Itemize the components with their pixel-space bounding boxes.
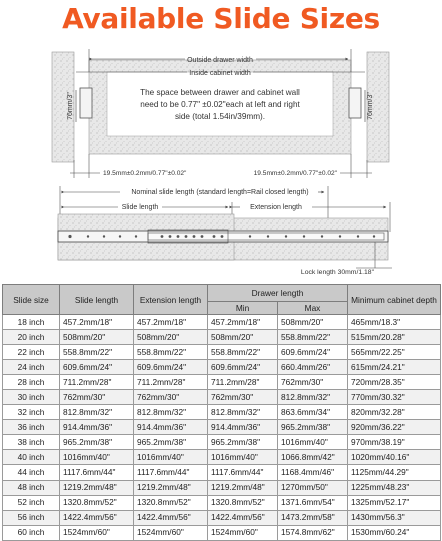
- table-cell: 609.6mm/24": [208, 360, 278, 375]
- inner-rail: [148, 233, 384, 240]
- table-cell: 812.8mm/32": [134, 405, 208, 420]
- slide-side-view: [58, 186, 392, 276]
- right-slide: [349, 88, 361, 118]
- table-cell: 1219.2mm/48": [208, 480, 278, 495]
- table-cell: 1117.6mm/44": [208, 465, 278, 480]
- table-cell: 1524mm/60": [134, 525, 208, 540]
- table-cell: 914.4mm/36": [208, 420, 278, 435]
- table-cell: 1530mm/60.24": [348, 525, 441, 540]
- table-cell: 920mm/36.22": [348, 420, 441, 435]
- table-cell: 24 inch: [3, 360, 60, 375]
- table-cell: 965.2mm/38": [134, 435, 208, 450]
- extension-length-label: Extension length: [250, 204, 302, 211]
- table-row: [3, 435, 441, 450]
- header-min-cabinet-depth: Minimum cabinet depth: [348, 285, 441, 315]
- table-row: [3, 480, 441, 495]
- table-row: [3, 315, 441, 330]
- slide-height-left-label: 76mm/3": [67, 92, 74, 120]
- slide-height-right-label: 76mm/3": [367, 92, 374, 120]
- table-cell: 1325mm/52.17": [348, 495, 441, 510]
- table-row: [3, 450, 441, 465]
- table-cell: 1422.4mm/56": [60, 510, 134, 525]
- table-cell: 508mm/20": [60, 330, 134, 345]
- table-cell: 770mm/30.32": [348, 390, 441, 405]
- table-cell: 1422.4mm/56": [208, 510, 278, 525]
- table-row: [3, 345, 441, 360]
- table-cell: 508mm/20": [278, 315, 348, 330]
- header-extension-length: Extension length: [134, 285, 208, 315]
- table-row: [3, 360, 441, 375]
- table-cell: 914.4mm/36": [134, 420, 208, 435]
- table-cell: 30 inch: [3, 390, 60, 405]
- table-cell: 558.8mm/22": [208, 345, 278, 360]
- table-cell: 812.8mm/32": [208, 405, 278, 420]
- lock-length-label: Lock length 30mm/1.18": [300, 269, 374, 276]
- table-cell: 457.2mm/18": [208, 315, 278, 330]
- table-cell: 1320.8mm/52": [60, 495, 134, 510]
- table-cell: 965.2mm/38": [60, 435, 134, 450]
- table-cell: 558.8mm/22": [60, 345, 134, 360]
- table-cell: 762mm/30": [60, 390, 134, 405]
- table-row: [3, 420, 441, 435]
- table-cell: 914.4mm/36": [60, 420, 134, 435]
- table-cell: 38 inch: [3, 435, 60, 450]
- table-cell: 457.2mm/18": [60, 315, 134, 330]
- table-cell: 1574.8mm/62": [278, 525, 348, 540]
- gap-note-line-2: need to be 0.77" ±0.02"each at left and right: [140, 100, 300, 109]
- table-cell: 508mm/20": [208, 330, 278, 345]
- table-cell: 812.8mm/32": [60, 405, 134, 420]
- table-cell: 22 inch: [3, 345, 60, 360]
- table-cell: 1430mm/56.3": [348, 510, 441, 525]
- table-row: [3, 375, 441, 390]
- table-cell: 36 inch: [3, 420, 60, 435]
- gap-note-line-3: side (total 1.54in/39mm).: [174, 112, 266, 121]
- table-cell: 32 inch: [3, 405, 60, 420]
- table-cell: 1168.4mm/46": [278, 465, 348, 480]
- table-cell: 1422.4mm/56": [134, 510, 208, 525]
- table-cell: 1524mm/60": [208, 525, 278, 540]
- table-row: [3, 495, 441, 510]
- table-cell: 1016mm/40": [278, 435, 348, 450]
- outside-drawer-width-label: Outside drawer width: [187, 57, 253, 64]
- header-slide-size: Slide size: [3, 285, 60, 315]
- table-cell: 762mm/30": [208, 390, 278, 405]
- slide-length-label: Slide length: [121, 204, 159, 211]
- table-cell: 1371.6mm/54": [278, 495, 348, 510]
- left-slide: [80, 88, 92, 118]
- table-cell: 1117.6mm/44": [134, 465, 208, 480]
- table-row: [3, 390, 441, 405]
- table-cell: 18 inch: [3, 315, 60, 330]
- slide-sizes-table: [2, 284, 441, 541]
- table-cell: 965.2mm/38": [278, 420, 348, 435]
- table-cell: 457.2mm/18": [134, 315, 208, 330]
- table-cell: 720mm/28.35": [348, 375, 441, 390]
- table-cell: 711.2mm/28": [208, 375, 278, 390]
- gap-note-line-1: The space between drawer and cabinet wall: [140, 88, 300, 97]
- table-cell: 1524mm/60": [60, 525, 134, 540]
- table-cell: 558.8mm/22": [134, 345, 208, 360]
- table-cell: 1125mm/44.29": [348, 465, 441, 480]
- table-cell: 970mm/38.19": [348, 435, 441, 450]
- header-slide-length: Slide length: [60, 285, 134, 315]
- table-cell: 609.6mm/24": [60, 360, 134, 375]
- table-cell: 609.6mm/24": [134, 360, 208, 375]
- table-cell: 465mm/18.3": [348, 315, 441, 330]
- inside-cabinet-width-label: Inside cabinet width: [189, 70, 251, 77]
- table-cell: 1225mm/48.23": [348, 480, 441, 495]
- table-cell: 711.2mm/28": [134, 375, 208, 390]
- page-title: Available Slide Sizes: [62, 2, 380, 35]
- nominal-slide-length-label: Nominal slide length (standard length=Rail closed length): [131, 189, 309, 196]
- table-cell: 1270mm/50": [278, 480, 348, 495]
- table-cell: 1020mm/40.16": [348, 450, 441, 465]
- table-cell: 1320.8mm/52": [134, 495, 208, 510]
- table-cell: 1473.2mm/58": [278, 510, 348, 525]
- table-cell: 515mm/20.28": [348, 330, 441, 345]
- table-cell: 20 inch: [3, 330, 60, 345]
- table-cell: 44 inch: [3, 465, 60, 480]
- table-cell: 508mm/20": [134, 330, 208, 345]
- header-drawer-length: Drawer length: [208, 285, 348, 302]
- table-cell: 965.2mm/38": [208, 435, 278, 450]
- table-cell: 558.8mm/22": [278, 330, 348, 345]
- gap-right-label: 19.5mm±0.2mm/0.77"±0.02": [253, 170, 337, 177]
- table-row: [3, 330, 441, 345]
- table-cell: 56 inch: [3, 510, 60, 525]
- header-drawer-max: Max: [278, 302, 348, 315]
- table-cell: 1066.8mm/42": [278, 450, 348, 465]
- slide-dimension-diagram: [0, 42, 442, 282]
- table-cell: 40 inch: [3, 450, 60, 465]
- cabinet-cross-section: [52, 49, 389, 178]
- table-cell: 711.2mm/28": [60, 375, 134, 390]
- table-row: [3, 405, 441, 420]
- table-cell: 52 inch: [3, 495, 60, 510]
- table-cell: 1117.6mm/44": [60, 465, 134, 480]
- table-cell: 615mm/24.21": [348, 360, 441, 375]
- table-cell: 565mm/22.25": [348, 345, 441, 360]
- table-cell: 1320.8mm/52": [208, 495, 278, 510]
- header-drawer-min: Min: [208, 302, 278, 315]
- table-row: [3, 465, 441, 480]
- table-cell: 1219.2mm/48": [60, 480, 134, 495]
- table-cell: 1016mm/40": [208, 450, 278, 465]
- table-row: [3, 525, 441, 540]
- table-cell: 762mm/30": [134, 390, 208, 405]
- table-cell: 812.8mm/32": [278, 390, 348, 405]
- table-cell: 28 inch: [3, 375, 60, 390]
- table-cell: 60 inch: [3, 525, 60, 540]
- table-cell: 48 inch: [3, 480, 60, 495]
- table-cell: 762mm/30": [278, 375, 348, 390]
- table-cell: 1016mm/40": [60, 450, 134, 465]
- table-cell: 660.4mm/26": [278, 360, 348, 375]
- table-cell: 820mm/32.28": [348, 405, 441, 420]
- table-cell: 1219.2mm/48": [134, 480, 208, 495]
- table-body: [3, 315, 441, 541]
- table-cell: 1016mm/40": [134, 450, 208, 465]
- gap-left-label: 19.5mm±0.2mm/0.77"±0.02": [103, 170, 187, 177]
- table-cell: 609.6mm/24": [278, 345, 348, 360]
- table-cell: 863.6mm/34": [278, 405, 348, 420]
- table-row: [3, 510, 441, 525]
